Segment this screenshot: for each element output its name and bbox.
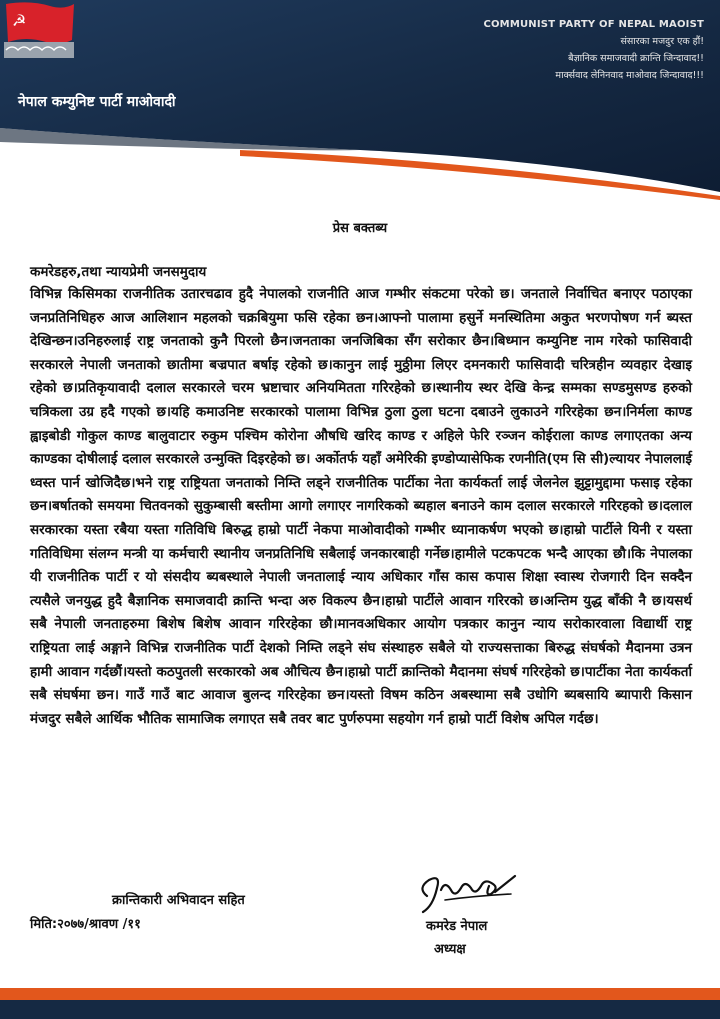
slogan-line: मार्क्सवाद लेनिनवाद माओवाद जिन्दावाद!!! <box>555 70 704 81</box>
signer-title: अध्यक्ष <box>434 942 466 957</box>
slogan-line: बैज्ञानिक समाजवादी क्रान्ति जिन्दावाद!! <box>568 53 704 64</box>
signer-name: कमरेड नेपाल <box>426 919 488 934</box>
party-english-name: COMMUNIST PARTY OF NEPAL MAOIST <box>483 19 704 30</box>
document-date: मिति:२०७७/श्रावण /११ <box>30 917 141 932</box>
footer-bands <box>0 988 720 1019</box>
press-statement-body: विभिन्न किसिमका राजनीतिक उतारचढाव हुदै नेपालको राजनीति आज गम्भीर संकटमा परेको छ। जनताले निर्वाचित बनाएर पठाएका जनप्रतिनिधिहरु आज आलिशान महलको चक्रबियुमा फसि रहेका छन।आफ्नो पालामा हसुर्ने मनस्थितिमा अकुत भरणपोषण गर्न ब्यस्त देखिन्छन।उनिहरुलाई राष्ट्र जनताको कुनै पिरलो छैन।जनताका जनजिबिका सँग सरोकार छैन।बिध्मान कम्युनिष्ट नाम गरेको फासिवादी सरकारले नेपाली जनताको छातीमा बज्रपात बर्षाइ रहेको छ।कानुन लाई मुठ्ठीमा लिएर दमनकारी फासिवादी चरित्रहीन व्यवहार देखाइ रहेको छ।प्रतिकृयावादी दलाल सरकारले चरम भ्रष्टाचार अनियमितता गरिरहेको छ।स्थानीय स्थर देखि केन्द्र सम्मका सण्डमुसण्ड हरुको चत्रिकला उग्र हदै गएको छ।यहि कमाउनिष्ट सरकारको पालामा विभिन्न ठुला ठुला घटना दबाउने लुकाउने गरिरहेका छन।निर्मला काण्ड ह्वाइबोडी गोकुल काण्ड बालुवाटार रुकुम पश्चिम कोरोना औषधि खरिद काण्ड र अहिले फेरि रञ्जन कोईराला काण्ड लगाएतका अन्य काण्डका दोषीलाई दलाल सरकारले उन्मुक्ति दिइरहेको छ। अर्कोतर्फ यहाँ अमेरिकी इण्डोप्यासेफिक रणनीति(एम सि सी)ल्यायर नेपाललाई ध्वस्त पार्न खोजिदैछ।भने राष्ट्र राष्ट्रियता जनताको निम्ति लड्ने राजनीतिक पार्टीका नेता कार्यकर्ता लाई जेलनेल झुट्टामुद्दामा फसाइ रहेका छन।बर्षातको समयमा चितवनको सुकुम्बासी बस्तीमा आगो लगाएर नागरिकको ब्यहाल बनाउने काम दलाल सरकारले गरिरहको छ।दलाल सरकारका यस्ता रबैया यस्ता गतिविधि बिरुद्ध हाम्रो पार्टी नेकपा माओवादीको गम्भीर ध्यानाकर्षण भएको छ।हाम्रो पार्टीले यिनी र यस्ता गतिविधिमा संलग्न मन्त्री या कर्मचारी स्थानीय जनप्रतिनिधि सबैलाई जनकारबाही गर्नेछ।हामीले पटकपटक भन्दै आएका छौ।कि नेपालका यी राजनीतिक पार्टी र यो संसदीय ब्यबस्थाले नेपाली जनतालाई न्याय अधिकार गाँस कास कपास शिक्षा स्वास्थ रोजगारी दिन सक्दैन त्यसैले जनयुद्ध हुदै बैज्ञानिक समाजवादी क्रान्ति भन्दा अरु विकल्प छैन।हाम्रो पार्टीले आवान गरिरको छ।अन्तिम युद्ध बाँकी नै छ।यसर्थ सबै नेपाली जनताहरुमा बिशेष बिशेष आवान गरिरहेका छौ।मानवअधिकार आयोग पत्रकार कानुन न्याय सरोकारवाला विद्यार्थी राष्ट्र राष्ट्रियता लाई अङ्गाने विभिन्न राजनीतिक पार्टी देशको निम्ति लड्ने संघ संस्थाहरु सबैले यो राज्यसत्ताका बिरुद्ध संघर्षको मैदानमा उत्रन हामी आवान गर्दछौं।यस्तो कठपुतली सरकारको अब औचित्य छैन।हाम्रो पार्टी क्रान्तिको मैदानमा संघर्ष गरिरहेको छ।पार्टीका नेता कार्यकर्ता सबै संघर्षमा छन। गाउँ गाउँ बाट आवाज बुलन्द गरिरहेका छन।यस्तो विषम कठिन अबस्थामा सबै उधोगि ब्यबसायि ब्यापारी किसान मंजदुर सबैले आर्थिक भौतिक सामाजिक लगाएत सबै तवर बाट पुर्णरुपमा सहयोग गर्न हाम्रो पार्टी विशेष अपिल गर्दछ। <box>30 286 692 727</box>
letterhead-header <box>0 0 720 200</box>
salutation: कमरेडहरु,तथा न्यायप्रेमी जनसमुदाय <box>30 264 207 280</box>
document-title: प्रेस बक्तब्य <box>332 221 388 236</box>
party-name: नेपाल कम्युनिष्ट पार्टी माओवादी <box>18 94 176 110</box>
slogan-line: संसारका मजदुर एक हौं! <box>620 36 704 47</box>
hammer-sickle-icon: ☭ <box>12 11 27 30</box>
letterhead-footer <box>0 988 720 1019</box>
party-flag-logo <box>0 0 78 62</box>
header-slogans <box>374 16 704 84</box>
handwritten-signature <box>415 866 520 916</box>
closing-greeting: क्रान्तिकारी अभिवादन सहित <box>112 893 245 908</box>
